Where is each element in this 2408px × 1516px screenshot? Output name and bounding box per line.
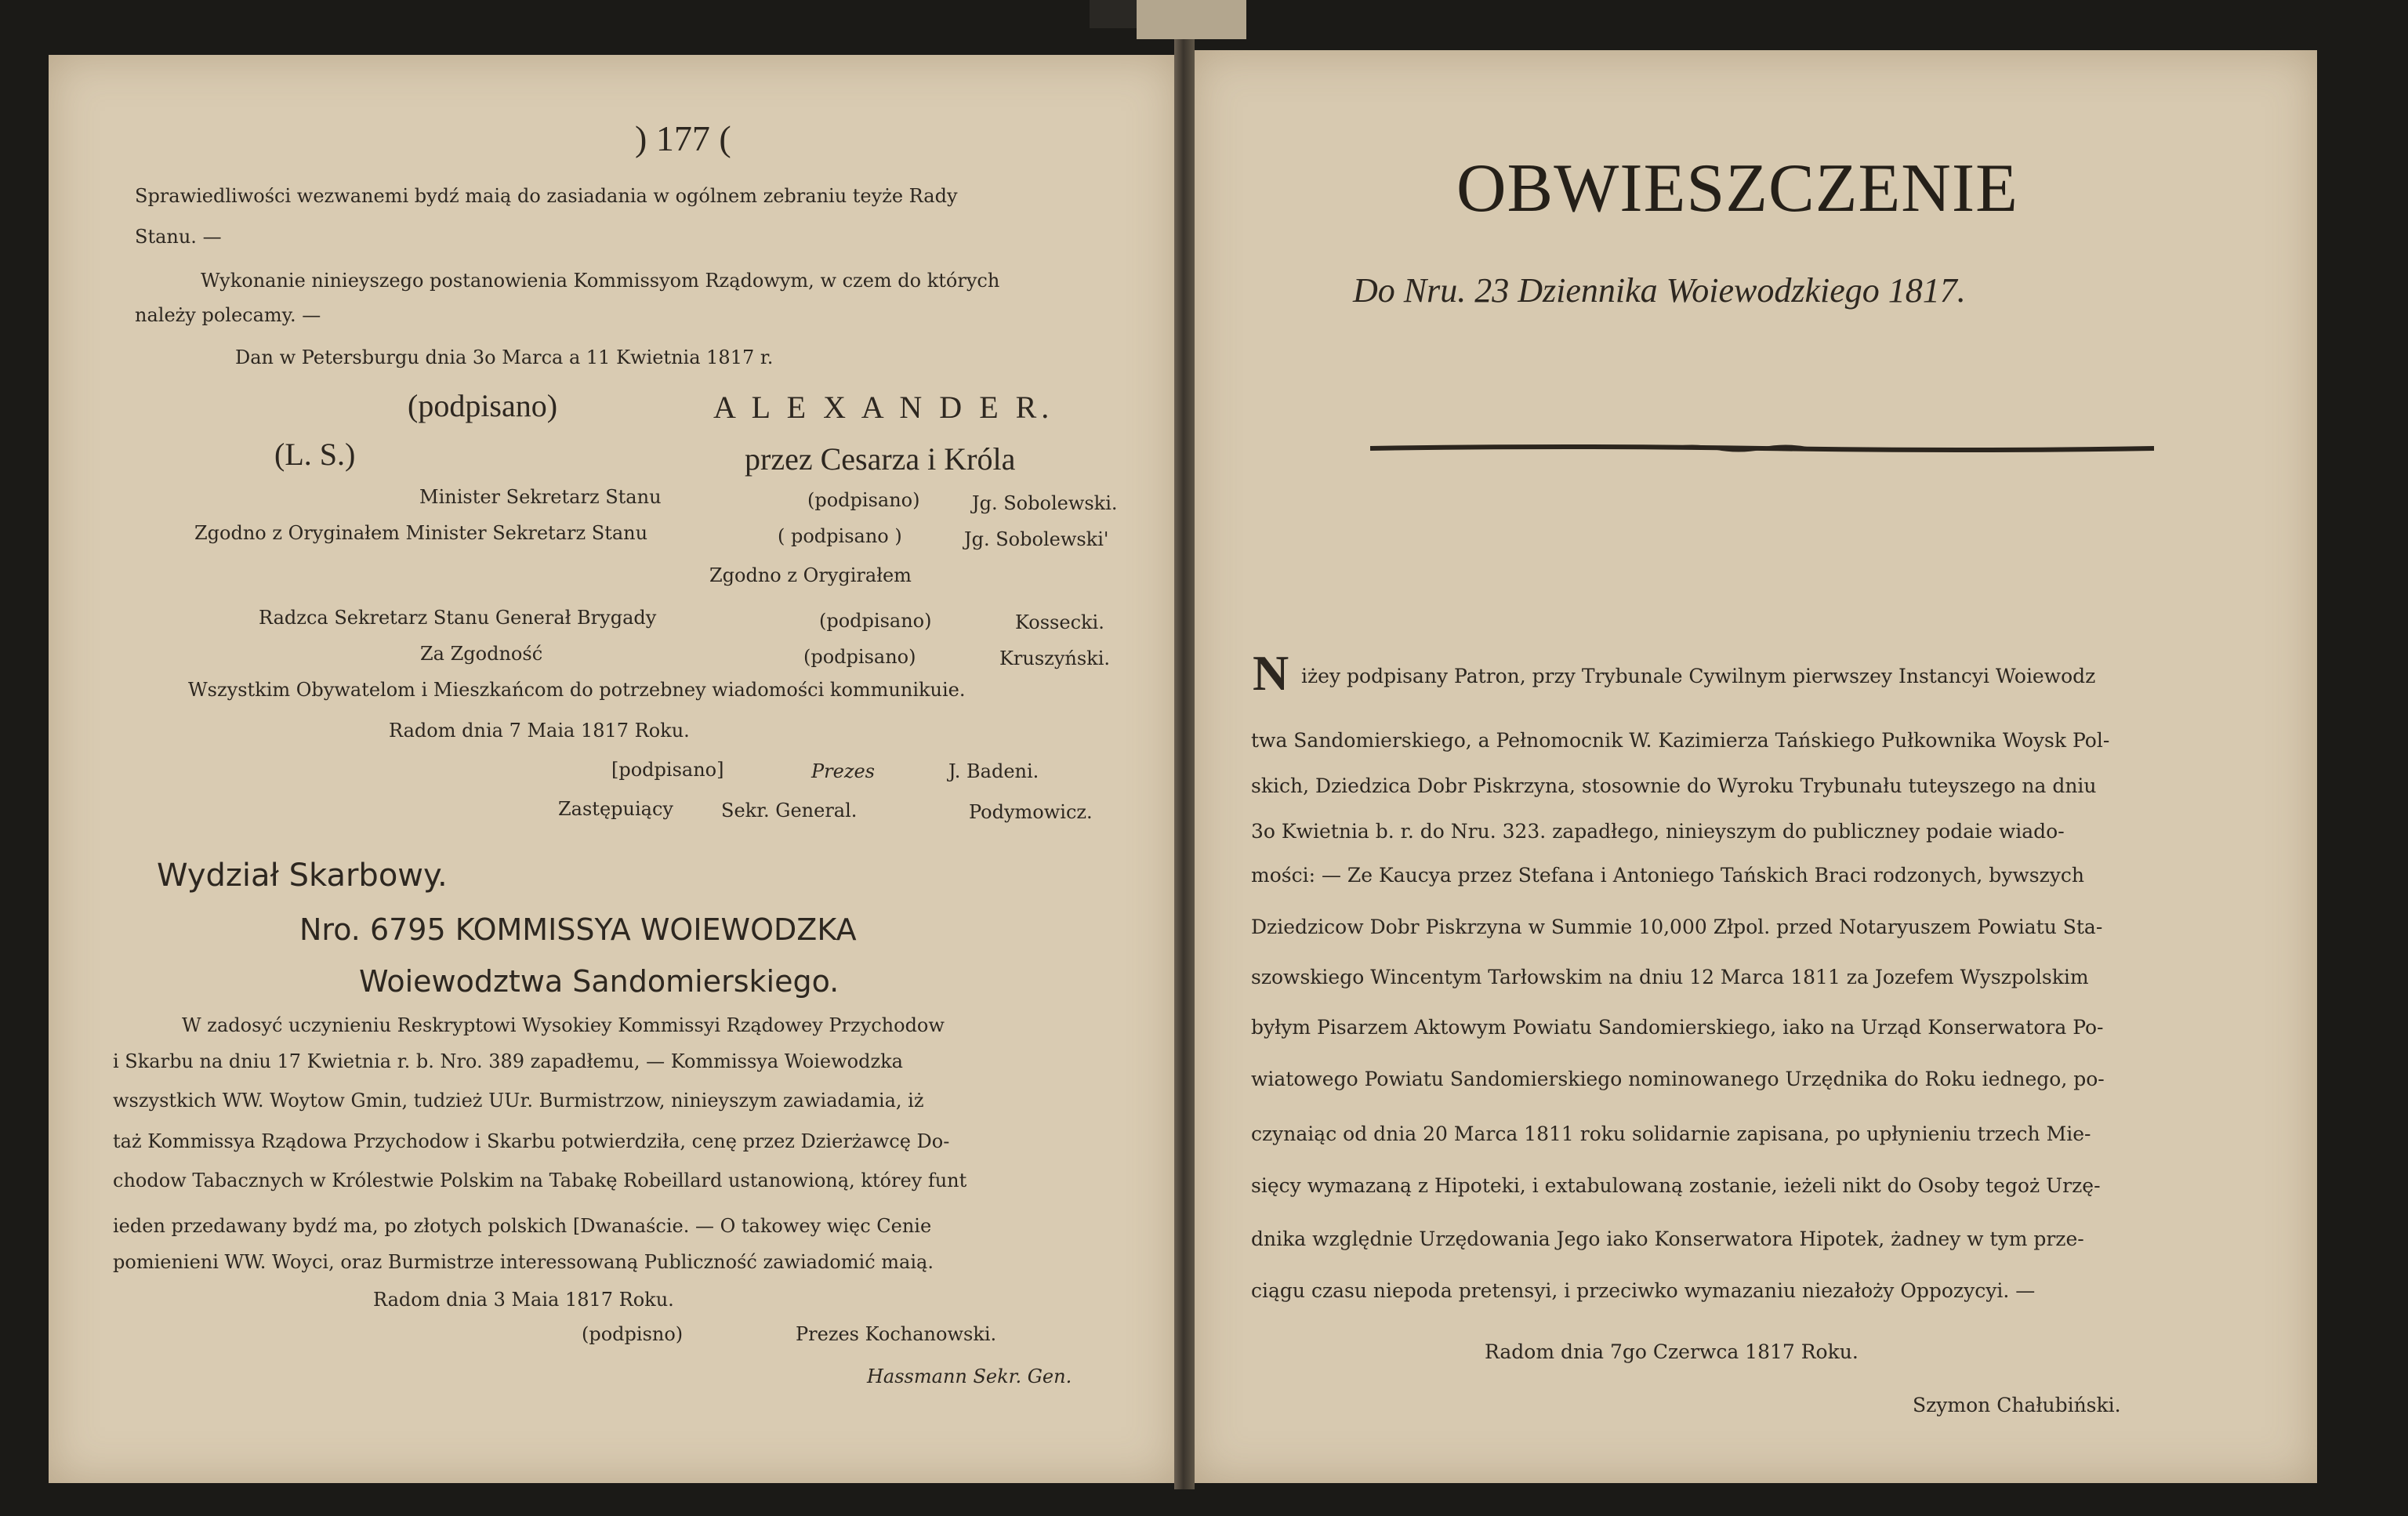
text-line: skich, Dziedzica Dobr Piskrzyna, stosownie do Wyroku Trybunału tuteyszego na dniu [1251,774,2097,797]
text-line: wszystkich WW. Woytow Gmin, tudzież UUr. Burmistrzow, ninieyszym zawiadamia, iż [113,1090,924,1112]
attestation-mid: (podpisano) [807,489,920,511]
text-line: szowskiego Wincentym Tarłowskim na dniu 12 Marca 1811 za Jozefem Wyszpolskim [1251,966,2089,988]
text-line: Wykonanie ninieyszego postanowienia Kommissyom Rządowym, w czem do których [201,270,1000,292]
bleed-through-shadow [1427,86,1457,173]
text-line: Dan w Petersburgu dnia 3o Marca a 11 Kwietnia 1817 r. [235,346,774,368]
attestation-right: Jg. Sobolewski. [972,492,1118,514]
binding-tape [1137,0,1246,39]
signed-podpisano: (podpisno) [582,1323,684,1345]
text-line: należy polecamy. — [135,304,321,326]
signed-role: Sekr. General. [721,800,858,821]
text-line: iżey podpisany Patron, przy Trybunale Cywilnym pierwszey Instancyi Woiewodz [1301,665,2096,687]
text-line: sięcy wymazaną z Hipoteki, i extabulowaną zostanie, ieżeli nikt do Osoby tegoż Urzę- [1251,1174,2101,1197]
seal-mark: (L. S.) [274,437,356,472]
signed-role: Prezes [811,760,875,782]
commission-title: Nro. 6795 KOMMISSYA WOIEWODZKA [299,912,857,947]
attestation-mid: (podpisano) [803,646,916,668]
signature: Szymon Chałubiński. [1913,1394,2121,1416]
document-subtitle: Do Nru. 23 Dziennika Woiewodzkiego 1817. [1353,271,1966,310]
document-title: OBWIESZCZENIE [1456,151,2018,227]
signature-name: A L E X A N D E R. [713,390,1054,425]
signed-secretary: Hassmann Sekr. Gen. [867,1365,1072,1387]
text-line: pomienieni WW. Woyci, oraz Burmistrze interessowaną Publiczność zawiadomić maią. [113,1251,934,1273]
signature-podpisano: (podpisano) [408,388,558,423]
date-line: Radom dnia 7go Czerwca 1817 Roku. [1485,1340,1859,1363]
section-heading: Wydział Skarbowy. [157,858,448,894]
text-line: W zadosyć uczynieniu Reskryptowi Wysokiey Kommissyi Rządowey Przychodow [182,1014,945,1036]
attestation-mid: (podpisano) [819,610,932,632]
ornamental-rule [1370,444,2154,453]
signed-role: Zastępuiący [558,798,673,820]
attestation-right: Jg. Sobolewski' [964,528,1109,550]
page-number: ) 177 ( [635,118,731,158]
text-line: chodow Tabacznych w Królestwie Polskim na Tabakę Robeillard ustanowioną, którey funt [113,1170,967,1191]
attestation-mid: Zgodno z Orygirałem [709,564,912,586]
text-line: dnika względnie Urzędowania Jego iako Konserwatora Hipotek, żadney w tym prze- [1251,1228,2084,1250]
text-line: 3o Kwietnia b. r. do Nru. 323. zapadłego, ninieyszym do publiczney podaie wiado- [1251,820,2065,843]
signed-name: Podymowicz. [969,801,1093,823]
text-line: taż Kommissya Rządowa Przychodow i Skarbu potwierdziła, cenę przez Dzierżawcę Do- [113,1130,950,1152]
text-line: czynaiąc od dnia 20 Marca 1811 roku solidarnie zapisana, po upłynieniu trzech Mie- [1251,1122,2091,1145]
signed-podpisano: [podpisano] [611,759,724,781]
attestation-left: Radzca Sekretarz Stanu Generał Brygady [259,607,657,629]
date-line: Radom dnia 3 Maia 1817 Roku. [373,1289,674,1311]
text-line: Dziedzicow Dobr Piskrzyna w Summie 10,000 Złpol. przed Notaryuszem Powiatu Sta- [1251,916,2103,938]
signed-name: Prezes Kochanowski. [796,1323,997,1345]
text-line: mości: — Ze Kaucya przez Stefana i Antoniego Tańskich Braci rodzonych, bywszych [1251,864,2085,887]
text-line: Sprawiedliwości wezwanemi bydź maią do zasiadania w ogólnem zebraniu teyże Rady [135,185,958,207]
text-line: wiatowego Powiatu Sandomierskiego nominowanego Urzędnika do Roku iednego, po- [1251,1068,2105,1090]
attestation-mid: ( podpisano ) [778,525,902,547]
text-line: ciągu czasu niepoda pretensyi, i przeciwko wymazaniu niezałoży Oppozycyi. — [1251,1279,2036,1302]
signature-by: przez Cesarza i Króla [745,441,1016,477]
text-line: i Skarbu na dniu 17 Kwietnia r. b. Nro. 389 zapadłemu, — Kommissya Woiewodzka [113,1050,903,1072]
attestation-right: Kruszyński. [999,647,1110,669]
closing-line: Wszystkim Obywatelom i Mieszkańcom do potrzebney wiadomości kommunikuie. [188,679,966,701]
signed-name: J. Badeni. [948,760,1039,782]
date-line: Radom dnia 7 Maia 1817 Roku. [389,720,690,742]
book-gutter [1174,31,1195,1489]
text-line: byłym Pisarzem Aktowym Powiatu Sandomierskiego, iako na Urząd Konserwatora Po- [1251,1016,2104,1039]
attestation-left: Za Zgodność [420,643,543,665]
text-line: twa Sandomierskiego, a Pełnomocnik W. Kazimierza Tańskiego Pułkownika Woysk Pol- [1251,729,2110,752]
attestation-right: Kossecki. [1015,611,1104,633]
text-line: ieden przedawany bydź ma, po złotych polskich [Dwanaście. — O takowey więc Cenie [113,1215,932,1237]
attestation-left: Minister Sekretarz Stanu [419,486,662,508]
commission-subtitle: Woiewodztwa Sandomierskiego. [359,964,840,999]
right-page [1191,50,2317,1483]
text-line: Stanu. — [135,226,222,248]
drop-cap: N [1253,645,1289,701]
attestation-left: Zgodno z Oryginałem Minister Sekretarz Stanu [194,522,648,544]
